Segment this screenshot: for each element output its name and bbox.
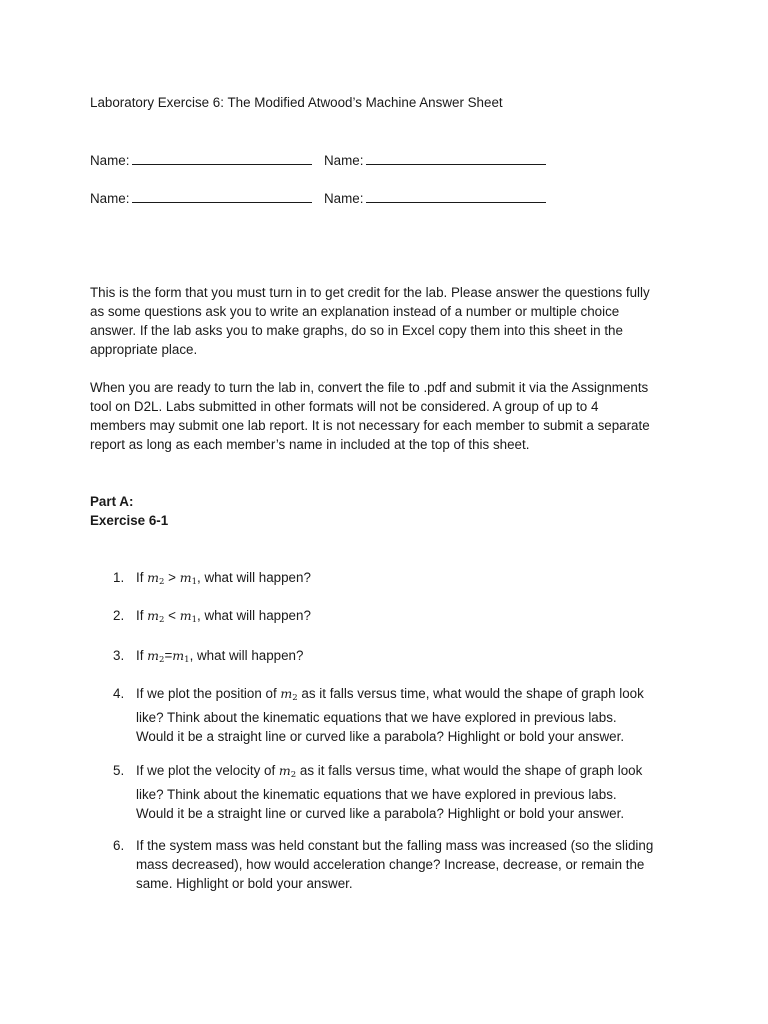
paragraph-line: This is the form that you must turn in to get credit for the lab. Please answer the questions fully	[90, 285, 650, 300]
question-prefix: If	[136, 608, 148, 623]
intro-paragraph	[90, 283, 690, 359]
math-m1: $m_1$	[172, 648, 190, 665]
name-field[interactable]	[90, 152, 312, 168]
paragraph-line: tool on D2L. Labs submitted in other formats will not be considered. A group of up to 4	[90, 399, 599, 414]
name-label: Name:	[324, 191, 364, 206]
submission-paragraph	[90, 378, 690, 454]
math-m2: $m_2$	[278, 763, 297, 780]
name-field[interactable]	[324, 152, 546, 168]
question-number: 6.	[113, 838, 125, 853]
math-m2: $m_2$	[147, 608, 165, 625]
question-number: 3.	[113, 648, 125, 663]
question-suffix: as it falls versus time, what would the shape of graph look	[296, 763, 643, 778]
question-line: like? Think about the kinematic equations that we have explored in previous labs.	[136, 787, 617, 802]
math-operator: >	[164, 570, 180, 585]
question-number: 1.	[113, 570, 125, 585]
question-line	[136, 761, 696, 785]
name-blank-line[interactable]	[366, 152, 546, 165]
math-m1: $m_1$	[179, 570, 197, 587]
question-number: 4.	[113, 686, 125, 701]
question-text	[136, 646, 696, 670]
name-blank-line[interactable]	[132, 190, 312, 203]
name-blank-line[interactable]	[132, 152, 312, 165]
question-suffix: , what will happen?	[197, 608, 311, 623]
question-text	[136, 761, 696, 823]
question-line: If the system mass was held constant but the falling mass was increased (so the sliding	[136, 838, 654, 853]
math-m2: $m_2$	[280, 686, 298, 703]
question-text	[136, 606, 696, 630]
document-title: Laboratory Exercise 6: The Modified Atwood’s Machine Answer Sheet	[90, 95, 503, 110]
math-operator: <	[164, 608, 180, 623]
math-operator: =	[164, 648, 173, 663]
question-text	[136, 568, 696, 592]
question-line	[136, 606, 696, 630]
question-text	[136, 684, 696, 746]
name-blank-line[interactable]	[366, 190, 546, 203]
name-field[interactable]	[90, 190, 312, 206]
math-m2: $m_2$	[147, 570, 165, 587]
paragraph-line: answer. If the lab asks you to make graphs, do so in Excel copy them into this sheet in the	[90, 323, 623, 338]
name-label: Name:	[90, 191, 130, 206]
question-line: like? Think about the kinematic equations that we have explored in previous labs.	[136, 710, 617, 725]
question-suffix: as it falls versus time, what would the shape of graph look	[297, 686, 644, 701]
question-line: Would it be a straight line or curved like a parabola? Highlight or bold your answer.	[136, 806, 625, 821]
name-label: Name:	[324, 153, 364, 168]
paragraph-line: appropriate place.	[90, 342, 198, 357]
paragraph-line: When you are ready to turn the lab in, convert the file to .pdf and submit it via the Assignments	[90, 380, 649, 395]
section-heading	[90, 492, 168, 530]
question-line: same. Highlight or bold your answer.	[136, 876, 353, 891]
question-prefix: If we plot the position of	[136, 686, 281, 701]
question-number: 2.	[113, 608, 125, 623]
paragraph-line: members may submit one lab report. It is not necessary for each member to submit a separate	[90, 418, 650, 433]
math-m2: $m_2$	[147, 648, 165, 665]
question-suffix: , what will happen?	[197, 570, 311, 585]
math-m1: $m_1$	[179, 608, 197, 625]
question-prefix: If	[136, 570, 148, 585]
paragraph-line: as some questions ask you to write an explanation instead of a number or multiple choice	[90, 304, 620, 319]
question-line	[136, 684, 696, 708]
question-line: Would it be a straight line or curved like a parabola? Highlight or bold your answer.	[136, 729, 625, 744]
question-number: 5.	[113, 763, 125, 778]
question-prefix: If	[136, 648, 148, 663]
question-line	[136, 646, 696, 670]
exercise-heading: Exercise 6-1	[90, 513, 169, 528]
question-suffix: , what will happen?	[189, 648, 304, 663]
name-label: Name:	[90, 153, 130, 168]
question-text	[136, 836, 696, 893]
question-line: mass decreased), how would acceleration change? Increase, decrease, or remain the	[136, 857, 645, 872]
paragraph-line: report as long as each member’s name in included at the top of this sheet.	[90, 437, 530, 452]
question-line	[136, 568, 696, 592]
question-prefix: If we plot the velocity of	[136, 763, 279, 778]
part-heading: Part A:	[90, 494, 134, 509]
name-field[interactable]	[324, 190, 546, 206]
